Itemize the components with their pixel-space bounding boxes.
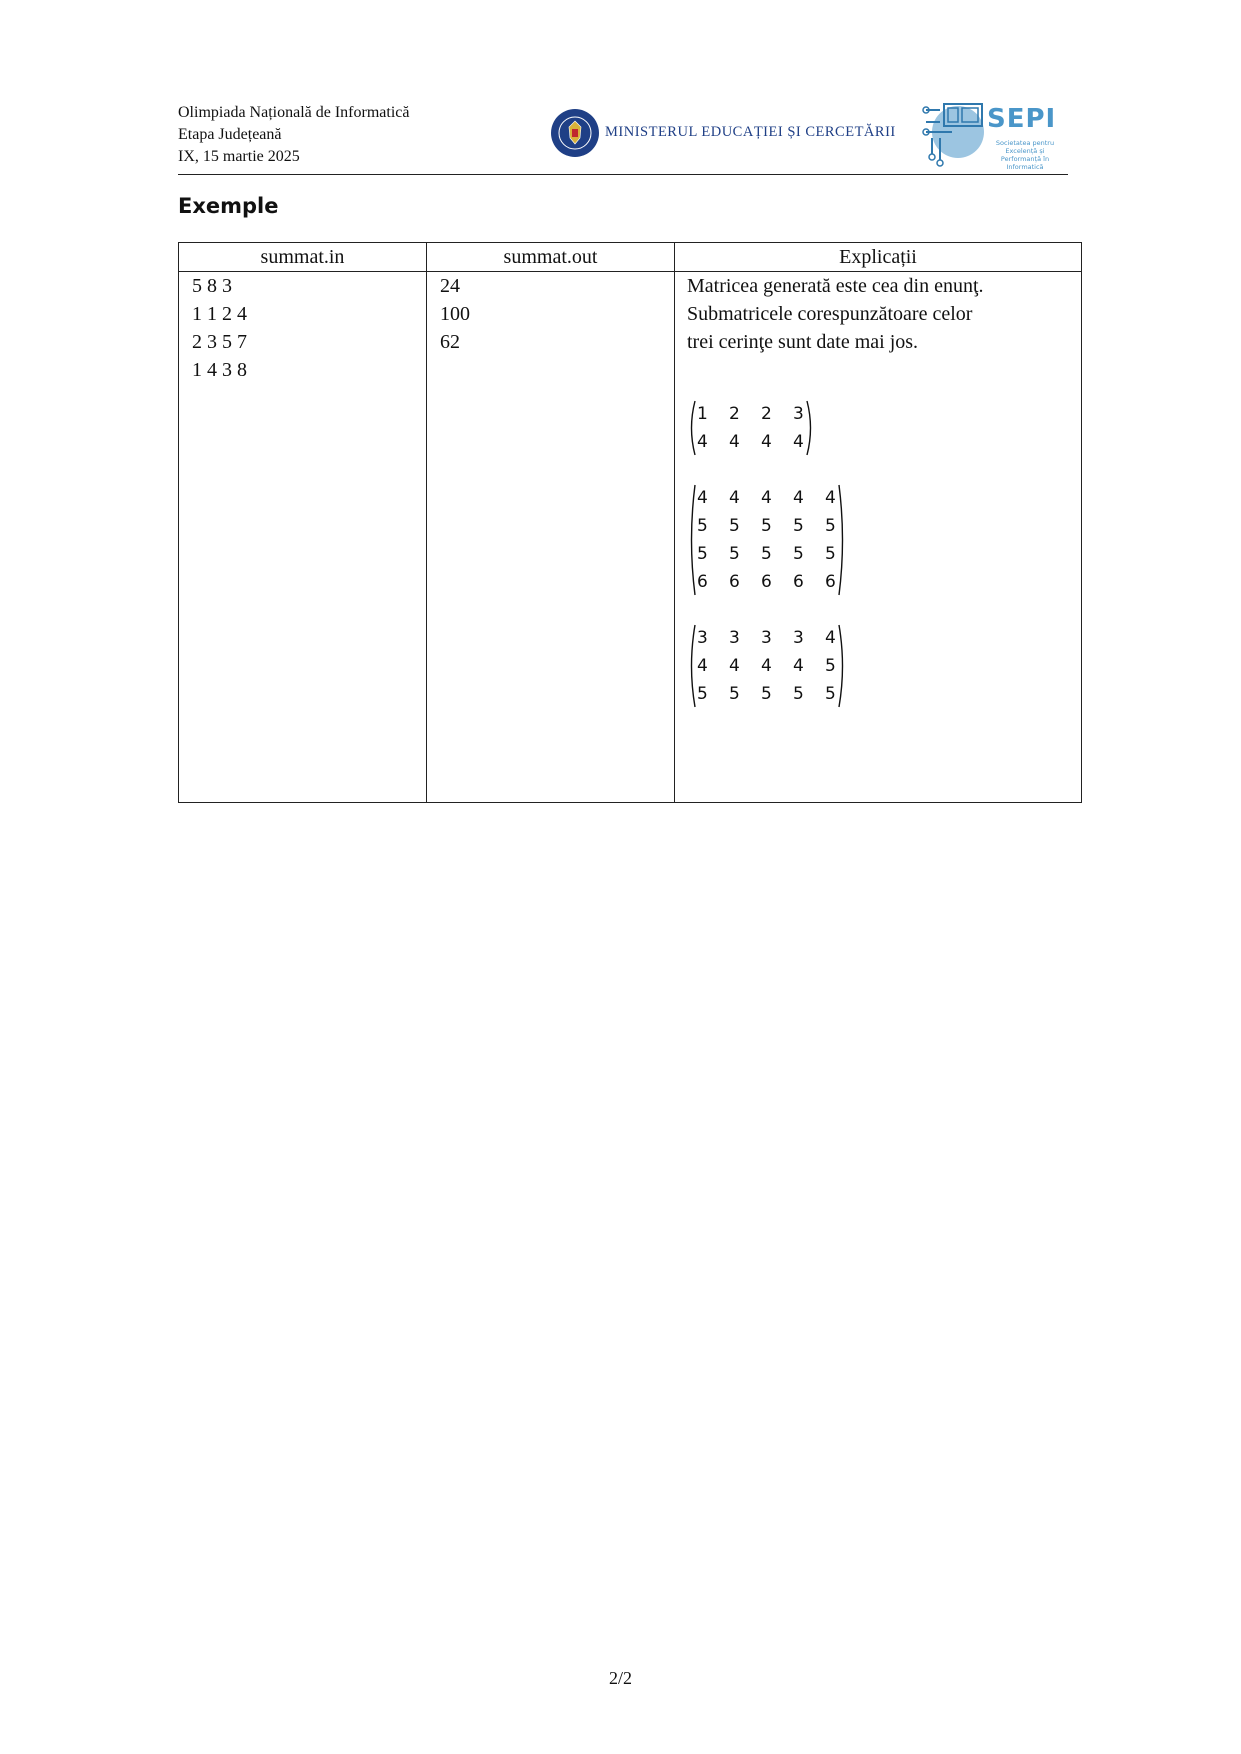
matrix-cell: 5 — [825, 684, 836, 704]
matrix-cell: 5 — [729, 684, 740, 704]
matrix-cell: 6 — [761, 572, 772, 592]
matrix-cell: 3 — [761, 628, 772, 648]
explanation-line: trei cerinţe sunt date mai jos. — [687, 331, 919, 353]
matrix-cell: 4 — [825, 488, 836, 508]
header-explanation: Explicații — [675, 243, 1082, 272]
explanation-line: Matricea generată este cea din enunţ. — [687, 275, 984, 297]
explanation-line: Submatricele corespunzătoare celor — [687, 303, 973, 325]
sepi-title: SEPI — [987, 104, 1057, 134]
left-parenthesis-icon — [687, 484, 697, 596]
header-input-file: summat.in — [179, 243, 427, 272]
matrix-cell: 5 — [697, 516, 708, 536]
section-title: Exemple — [178, 194, 279, 218]
matrix-cell: 5 — [825, 544, 836, 564]
matrix-cell: 2 — [729, 404, 740, 424]
matrix-cell: 4 — [697, 432, 708, 452]
submatrix — [687, 624, 847, 708]
left-parenthesis-icon — [687, 624, 697, 708]
explanation-cell — [675, 272, 1082, 803]
explanation — [675, 272, 1081, 736]
matrix-cell: 3 — [793, 404, 804, 424]
matrix-row — [697, 512, 837, 540]
matrix-cell: 4 — [729, 432, 740, 452]
matrix-row — [697, 540, 837, 568]
matrix-cell: 4 — [761, 488, 772, 508]
matrix-cell: 5 — [697, 684, 708, 704]
output-cell — [427, 272, 675, 803]
sepi-logo — [922, 102, 1068, 171]
matrix-cell: 3 — [697, 628, 708, 648]
matrix-cell: 6 — [793, 572, 804, 592]
matrix-cell: 5 — [729, 516, 740, 536]
table-header-row — [179, 243, 1082, 272]
right-parenthesis-icon — [805, 400, 815, 456]
sepi-circuit-icon — [922, 102, 986, 168]
matrix-cell: 5 — [825, 516, 836, 536]
matrix-cell: 5 — [761, 544, 772, 564]
examples-table — [178, 242, 1082, 803]
input-line: 5 8 3 — [192, 275, 232, 297]
matrix-cell: 4 — [793, 656, 804, 676]
header-info — [178, 102, 409, 168]
matrix-cell: 3 — [729, 628, 740, 648]
matrix-cell: 4 — [793, 488, 804, 508]
ministry-logo — [550, 108, 900, 158]
matrix-cell: 6 — [729, 572, 740, 592]
output-line: 62 — [440, 331, 460, 353]
right-parenthesis-icon — [837, 484, 847, 596]
input-line: 2 3 5 7 — [192, 331, 247, 353]
matrix-cell: 4 — [761, 432, 772, 452]
matrix-row — [697, 568, 837, 596]
matrix-cell: 4 — [761, 656, 772, 676]
matrix-cell: 4 — [697, 656, 708, 676]
ministry-name: MINISTERUL EDUCAȚIEI ȘI CERCETĂRII — [605, 124, 896, 140]
matrix-cell: 5 — [761, 684, 772, 704]
output-lines — [427, 272, 674, 356]
matrix-row — [697, 624, 837, 652]
matrix-row — [697, 428, 805, 456]
stage-name: Etapa Județeană — [178, 126, 282, 143]
explanation-text — [687, 272, 1081, 356]
grade-date: IX, 15 martie 2025 — [178, 148, 300, 165]
matrix-row — [697, 680, 837, 708]
matrix-cell: 5 — [793, 516, 804, 536]
matrix-cell: 5 — [825, 656, 836, 676]
header-output-file: summat.out — [427, 243, 675, 272]
input-lines — [179, 272, 426, 384]
matrix-row — [697, 652, 837, 680]
olympiad-name: Olimpiada Națională de Informatică — [178, 104, 410, 121]
matrix-cell: 5 — [729, 544, 740, 564]
matrix-cell: 4 — [825, 628, 836, 648]
matrix-cell: 5 — [793, 544, 804, 564]
matrix-row — [697, 484, 837, 512]
input-line: 1 1 2 4 — [192, 303, 247, 325]
matrix-cell: 5 — [793, 684, 804, 704]
matrix-cell: 4 — [729, 488, 740, 508]
matrix-cell: 2 — [761, 404, 772, 424]
matrix-cell: 1 — [697, 404, 708, 424]
table-row — [179, 272, 1082, 803]
matrix-cell: 4 — [793, 432, 804, 452]
submatrices — [687, 400, 1081, 736]
input-cell — [179, 272, 427, 803]
matrix-cell: 3 — [793, 628, 804, 648]
page-header — [178, 102, 1068, 175]
right-parenthesis-icon — [837, 624, 847, 708]
government-seal-icon — [550, 108, 600, 158]
matrix-cell: 5 — [697, 544, 708, 564]
page-number: 2/2 — [608, 1668, 632, 1688]
matrix-row — [697, 400, 805, 428]
matrix-cell: 4 — [729, 656, 740, 676]
output-line: 100 — [440, 303, 470, 325]
submatrix — [687, 400, 815, 456]
matrix-cell: 6 — [697, 572, 708, 592]
matrix-cell: 4 — [697, 488, 708, 508]
left-parenthesis-icon — [687, 400, 697, 456]
output-line: 24 — [440, 275, 460, 297]
matrix-cell: 6 — [825, 572, 836, 592]
matrix-cell: 5 — [761, 516, 772, 536]
submatrix — [687, 484, 847, 596]
input-line: 1 4 3 8 — [192, 359, 247, 381]
sepi-subtitle: Societatea pentru Excelență și Performanță în Informatică — [995, 139, 1055, 171]
